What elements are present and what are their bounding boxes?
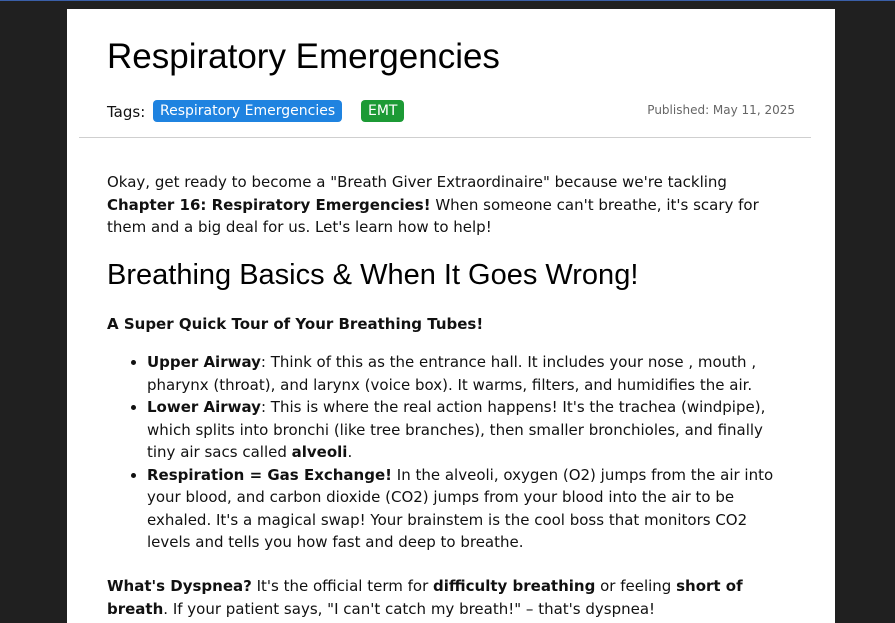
intro-text-1: Okay, get ready to become a "Breath Giver Extraordinaire" because we're tackling — [107, 173, 727, 191]
list-item-text: : This is where the real action happens! It's the trachea (windpipe), which splits into bronchi (like tree branches), then smaller bronchioles, and finally tiny air sacs called — [147, 398, 766, 461]
intro-paragraph — [107, 171, 795, 239]
dyspnea-paragraph — [107, 575, 795, 620]
window-top-border — [0, 0, 895, 1]
list-item — [147, 396, 795, 464]
article-meta — [107, 100, 795, 124]
airway-list — [107, 351, 795, 554]
dyspnea-question: What's Dyspnea? — [107, 577, 252, 595]
list-item — [147, 351, 795, 396]
list-item-text: : Think of this as the entrance hall. It includes your nose , mouth , pharynx (throat), and larynx (voice box). It warms, filters, and humidifies the air. — [147, 353, 757, 394]
list-item-term: Respiration = Gas Exchange! — [147, 465, 392, 484]
intro-text-2: When someone can't breathe, it's scary for them and a big deal for us. Let's learn how to help! — [107, 195, 759, 236]
article-page — [67, 9, 835, 623]
section-heading: Breathing Basics & When It Goes Wrong! — [107, 259, 639, 291]
dyspnea-text-1: It's the official term for — [251, 577, 434, 595]
header-divider — [79, 137, 811, 138]
dyspnea-text-2: or feeling — [595, 577, 677, 595]
list-item — [147, 464, 795, 554]
list-item-tail: . — [347, 443, 353, 461]
tag-respiratory-emergencies[interactable]: Respiratory Emergencies — [153, 100, 342, 122]
dyspnea-bold-2: short of breath — [107, 577, 743, 618]
list-item-term: Lower Airway — [147, 398, 261, 416]
dyspnea-text-3: . If your patient says, "I can't catch my breath!" – that's dyspnea! — [163, 599, 656, 618]
section-subheading: A Super Quick Tour of Your Breathing Tubes! — [107, 315, 484, 333]
page-title: Respiratory Emergencies — [107, 37, 500, 76]
list-item-bold: alveoli — [291, 443, 348, 461]
list-item-text: In the alveoli, oxygen (O2) jumps from the air into your blood, and carbon dioxide (CO2) jumps from your blood into the air to be exhaled. It's a magical swap! Your brainstem is the cool boss that monitors CO2 levels and tells you how fast and deep to breathe. — [147, 465, 774, 551]
published-date: Published: May 11, 2025 — [647, 103, 795, 117]
tags-label: Tags: — [107, 103, 146, 121]
intro-chapter-bold: Chapter 16: Respiratory Emergencies! — [107, 195, 431, 214]
tag-emt[interactable]: EMT — [361, 100, 404, 122]
list-item-term: Upper Airway — [147, 353, 261, 371]
dyspnea-bold-1: difficulty breathing — [433, 577, 596, 595]
